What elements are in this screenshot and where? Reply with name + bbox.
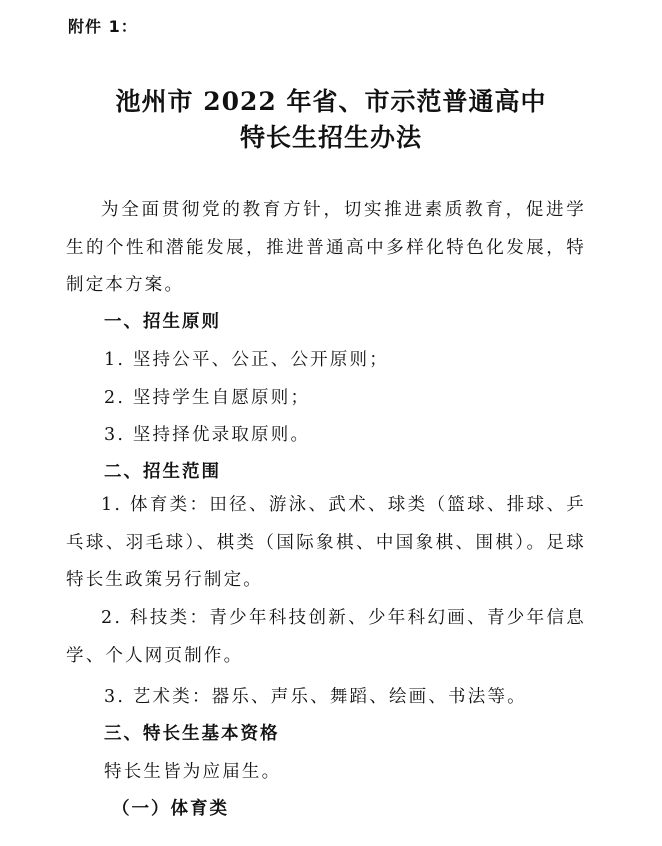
scope-item-arts: 3. 艺术类：器乐、声乐、舞蹈、绘画、书法等。 xyxy=(104,687,527,707)
section-heading-principles: 一、招生原则 xyxy=(104,312,221,332)
intro-paragraph: 为全面贯彻党的教育方针，切实推进素质教育，促进学生的个性和潜能发展，推进普通高中多样化特色化发展，特制定本方案。 xyxy=(66,200,586,295)
scope-item-sports: 1. 体育类：田径、游泳、武术、球类（篮球、排球、乒乓球、羽毛球）、棋类（国际象棋、中国象棋、围棋）。足球特长生政策另行制定。 xyxy=(66,495,586,590)
principle-item: 2. 坚持学生自愿原则； xyxy=(104,388,311,408)
subsection-heading-sports: （一）体育类 xyxy=(112,799,229,819)
section-heading-qualification: 三、特长生基本资格 xyxy=(104,724,280,744)
section-heading-scope: 二、招生范围 xyxy=(104,462,221,482)
qualification-text: 特长生皆为应届生。 xyxy=(104,762,282,782)
scope-item-technology: 2. 科技类：青少年科技创新、少年科幻画、青少年信息学、个人网页制作。 xyxy=(66,608,586,666)
principle-item: 1. 坚持公平、公正、公开原则； xyxy=(104,350,389,370)
document-title-line-1: 池州市 2022 年省、市示范普通高中 xyxy=(115,87,547,116)
document-title-line-2: 特长生招生办法 xyxy=(239,123,422,152)
attachment-label: 附件 1： xyxy=(68,17,138,36)
principle-item: 3. 坚持择优录取原则。 xyxy=(104,425,311,445)
